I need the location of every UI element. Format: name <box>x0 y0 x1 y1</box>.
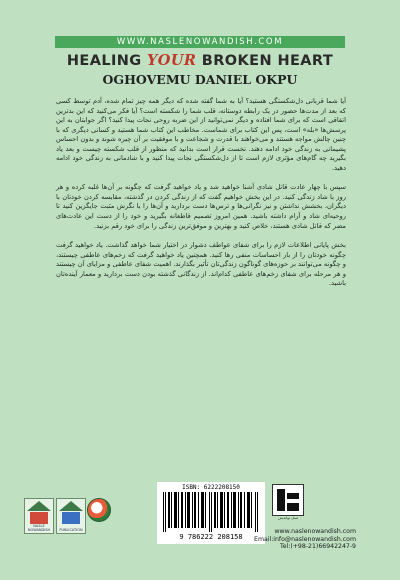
title-highlight: YOUR <box>147 52 197 69</box>
description-text <box>56 97 346 299</box>
barcode-icon <box>163 492 259 532</box>
contact-email: Email:info@naslenowandish.com <box>254 535 356 543</box>
contact-phone: Tel:(+98-21)66942247-9 <box>280 543 356 550</box>
barcode-number: 9 786222 208158 <box>179 533 243 541</box>
back-cover-footer <box>0 478 400 580</box>
badge-caption: NASLE NOWANDISH <box>27 524 51 532</box>
title-part2: BROKEN HEART <box>196 53 334 69</box>
description-paragraph-3: بخش پایانی اطلاعات لازم را برای شفای عواطف دشوار در اختیار شما خواهد گذاشت. یاد خواهید گرفت چگونه خودتان را از بار احساسات منفی رها کنید. همچنین یاد خواهید گرفت که زخم‌های عاطفی چیستند، و چگونه می‌توانند بر حوزه‌های گوناگون زندگی‌تان تأثیر بگذارند. اهمیت شفای عاطفی و مزایای آن چیستند و هر مرحله برای شفای زخم‌های عاطفی کدام‌اند. از زندگانی گذشته بودن دست بردارید و معمار آینده‌تان باشید. <box>56 241 346 288</box>
badge-caption-2: PUBLICATION <box>59 528 83 532</box>
house-logo-badge-2 <box>56 498 86 534</box>
publisher-name: نسل نواندیش <box>278 516 298 520</box>
isbn-label: ISBN: 6222208150 <box>182 484 240 491</box>
publisher-url-banner: WWW.NASLENOWANDISH.COM <box>55 36 345 48</box>
book-title <box>0 52 400 69</box>
description-paragraph-1: آیا شما قربانی دل‌شکستگی هستید؟ آیا به شما گفته شده که دیگر همه چیز تمام شده، آدم توسط کسی که بعد از مدت‌ها حضور در یک رابطه دوستانه، قلب شما را شکسته است؟ آیا فکر می‌کنید که این بدترین اتفاقی است که برای شما افتاده و دیگر نمی‌توانید از این ضربه روحی نجات پیدا کنید؟ اگر جوابتان به این پرسش‌ها «بله» است، پس این کتاب برای شماست. مخاطب این کتاب شما هستید و کسانی دیگری که با چنین چالش مواجه هستند و می‌خواهند با قدرت و شجاعت و با موفقیت بر آن چیره شوند و بدون احساس پشیمانی به زندگی خود ادامه دهند. نخست قرار است بدانید که منظور از قلب شکسته چیست و بعد یاد بگیرید چه گام‌های مؤثری لازم است تا از دل‌شکستگی نجات پیدا کنید و با شادمانی به زندگی خود ادامه دهید. <box>56 97 346 172</box>
house-logo-badge <box>24 498 54 534</box>
contact-info <box>236 528 356 551</box>
title-part1: HEALING <box>66 53 148 69</box>
publisher-logo-icon <box>272 484 304 516</box>
round-seal-icon <box>87 498 111 522</box>
book-author: OGHOVEMU DANIEL OKPU <box>102 72 298 87</box>
contact-website: www.naslenowandish.com <box>274 528 356 535</box>
description-paragraph-2: سپس با چهار عادت قاتل شادی آشنا خواهید شد و یاد خواهید گرفت که چگونه بر آن‌ها غلبه کرده و هر روز با شاد زندگی کنید. در این بخش خواهیم گفت که از زندگی کردن در گذشته، مقایسه کردن خودتان با دیگران، بخشش نداشتن و نیز نگرانی‌ها و ترس‌ها دست بردارید و آن‌ها را با نگرش مثبت جایگزین کنید تا روحیه‌ای شاد و آرام داشته باشید. همین امروز تصمیم قاطعانه بگیرید و خود را از دست این عادت‌های مضر که قاتل شادی هستند، خلاص کنید و بهترین و موفق‌ترین زندگی را برای خود رقم بزنید. <box>56 183 346 230</box>
